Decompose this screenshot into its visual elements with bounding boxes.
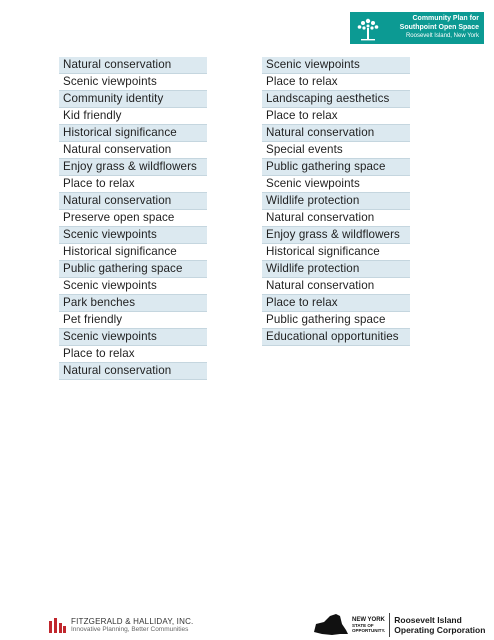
fh-company-name: FITZGERALD & HALLIDAY, INC. — [71, 617, 194, 626]
list-item: Educational opportunities — [262, 329, 410, 346]
list-item: Wildlife protection — [262, 261, 410, 278]
list-item: Public gathering space — [262, 312, 410, 329]
list-item: Scenic viewpoints — [59, 329, 207, 346]
list-item: Natural conservation — [59, 363, 207, 380]
list-item: Historical significance — [262, 244, 410, 261]
list-item: Scenic viewpoints — [59, 74, 207, 91]
ny-line3: OPPORTUNITY. — [352, 627, 386, 633]
ny-line1: NEW YORK — [352, 616, 385, 623]
list-item: Wildlife protection — [262, 193, 410, 210]
badge-title-line1: Community Plan for — [412, 15, 479, 23]
badge-location: Roosevelt Island, New York — [405, 33, 479, 40]
list-item: Scenic viewpoints — [262, 176, 410, 193]
list-item: Place to relax — [262, 74, 410, 91]
rioc-line2: Operating Corporation — [394, 625, 486, 635]
list-item: Public gathering space — [59, 261, 207, 278]
list-item: Kid friendly — [59, 108, 207, 125]
new-york-state-icon — [312, 612, 350, 638]
badge-title-line2: Southpoint Open Space — [399, 23, 479, 31]
list-item: Park benches — [59, 295, 207, 312]
list-item: Place to relax — [262, 295, 410, 312]
list-item: Historical significance — [59, 125, 207, 142]
list-item: Place to relax — [59, 346, 207, 363]
tree-icon — [353, 13, 383, 43]
fh-logo-icon — [48, 617, 68, 633]
list-item: Natural conservation — [59, 142, 207, 159]
right-response-list — [262, 57, 410, 346]
logo-divider — [389, 613, 390, 637]
plan-badge — [350, 12, 484, 44]
list-item: Landscaping aesthetics — [262, 91, 410, 108]
rioc-line1: Roosevelt Island — [394, 615, 462, 625]
list-item: Natural conservation — [262, 125, 410, 142]
list-item: Natural conservation — [59, 57, 207, 74]
list-item: Natural conservation — [59, 193, 207, 210]
list-item: Preserve open space — [59, 210, 207, 227]
list-item: Enjoy grass & wildflowers — [262, 227, 410, 244]
ny-line2: STATE OF — [352, 622, 374, 628]
list-item: Enjoy grass & wildflowers — [59, 159, 207, 176]
list-item: Natural conservation — [262, 210, 410, 227]
list-item: Scenic viewpoints — [59, 227, 207, 244]
left-response-list — [59, 57, 207, 380]
list-item: Scenic viewpoints — [59, 278, 207, 295]
list-item: Pet friendly — [59, 312, 207, 329]
list-item: Scenic viewpoints — [262, 57, 410, 74]
list-item: Special events — [262, 142, 410, 159]
list-item: Historical significance — [59, 244, 207, 261]
list-item: Place to relax — [262, 108, 410, 125]
rioc-logo — [312, 612, 485, 638]
list-item: Place to relax — [59, 176, 207, 193]
list-item: Natural conservation — [262, 278, 410, 295]
list-item: Public gathering space — [262, 159, 410, 176]
fh-tagline: Innovative Planning, Better Communities — [71, 626, 189, 633]
fitzgerald-halliday-logo — [48, 617, 193, 634]
list-item: Community identity — [59, 91, 207, 108]
